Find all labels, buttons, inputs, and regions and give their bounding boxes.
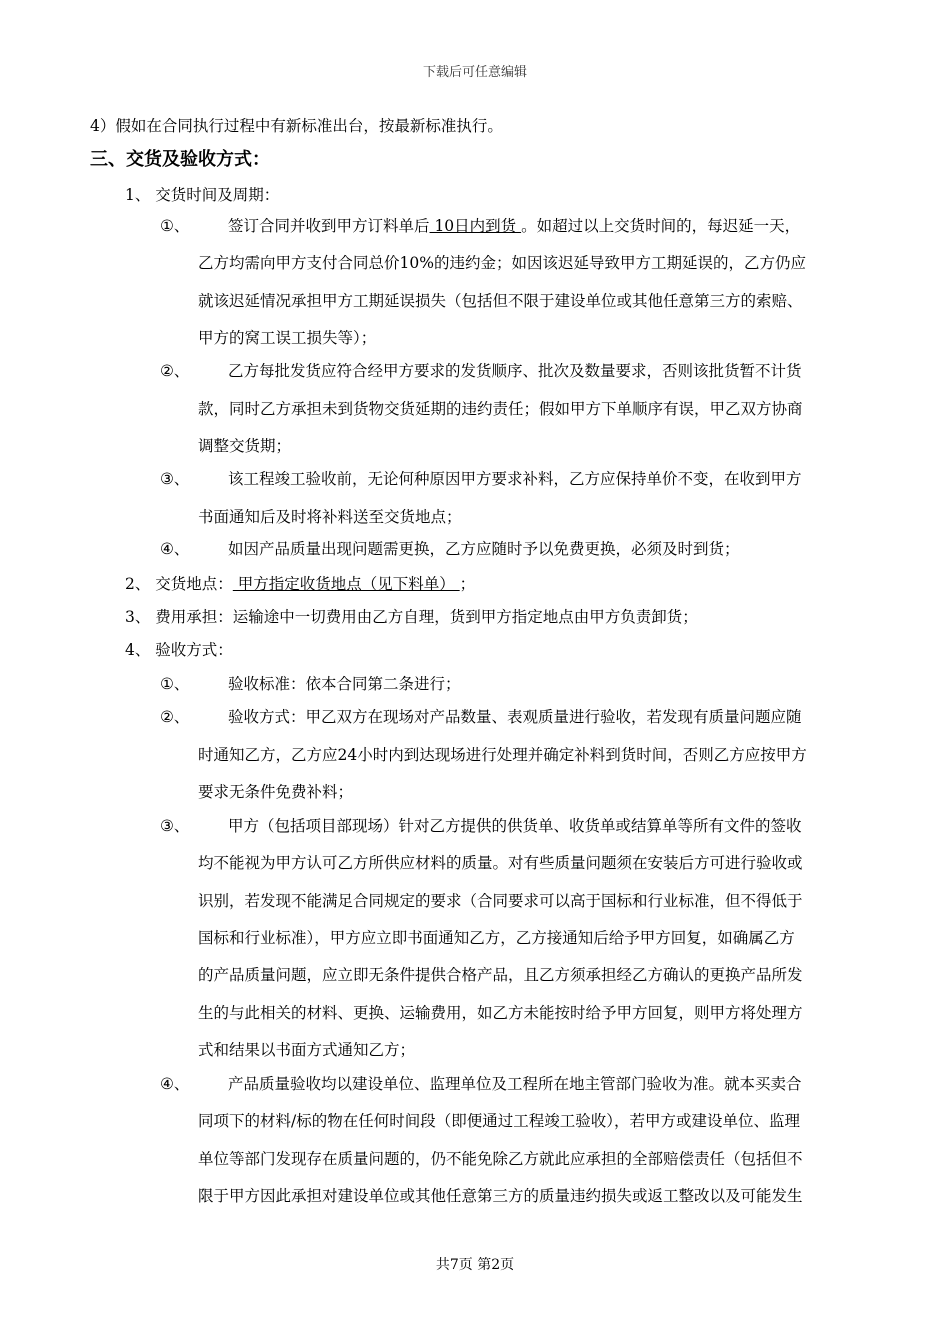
item-4-2 (160, 706, 802, 728)
item-4-3 (160, 815, 802, 837)
delivery-location: 甲方指定收货地点（见下料单） (232, 575, 460, 593)
item-1-1-line4: 甲方的窝工误工损失等）； (198, 329, 377, 347)
item-1-1-line2: 乙方均需向甲方支付合同总价10%的违约金；如因该迟延导致甲方工期延误的，乙方仍应 (198, 254, 806, 272)
page-footer: 共7页 第2页 (435, 1257, 515, 1273)
item-4-2-line2: 时通知乙方，乙方应24小时内到达现场进行处理并确定补料到货时间，否则乙方应按甲方 (198, 746, 807, 764)
item-marker: ③、 (160, 470, 190, 488)
item-1-2 (160, 360, 802, 382)
item-marker: ②、 (160, 362, 190, 380)
item-text: 签订合同并收到甲方订料单后 (228, 217, 430, 235)
item-4-3-line6: 生的与此相关的材料、更换、运输费用，如乙方未能按时给予甲方回复，则甲方将处理方 (198, 1004, 803, 1022)
clause-2-4: 4）假如在合同执行过程中有新标准出台，按最新标准执行。 (90, 117, 503, 135)
item-marker: ②、 (160, 708, 190, 726)
sub-3: 3、 费用承担：运输途中一切费用由乙方自理，货到甲方指定地点由甲方负责卸货； (125, 608, 698, 626)
item-text: 如因产品质量出现问题需更换，乙方应随时予以免费更换，必须及时到货； (228, 540, 740, 558)
item-text: 乙方每批发货应符合经甲方要求的发货顺序、批次及数量要求，否则该批货暂不计货 (228, 362, 802, 380)
item-text: 。如超过以上交货时间的，每迟延一天， (521, 217, 801, 235)
item-4-4-line2: 同项下的材料/标的物在任何时间段（即便通过工程竣工验收），若甲方或建设单位、监理 (198, 1112, 800, 1130)
item-4-4-line3: 单位等部门发现存在质量问题的，仍不能免除乙方就此应承担的全部赔偿责任（包括但不 (198, 1150, 803, 1168)
item-1-1-line3: 就该迟延情况承担甲方工期延误损失（包括但不限于建设单位或其他任意第三方的索赔、 (198, 292, 803, 310)
item-4-3-line4: 国标和行业标准），甲方应立即书面通知乙方，乙方接通知后给予甲方回复，如确属乙方 (198, 929, 795, 947)
item-1-4 (160, 538, 740, 560)
item-text: 产品质量验收均以建设单位、监理单位及工程所在地主管部门验收为准。就本买卖合 (228, 1075, 802, 1093)
item-4-4 (160, 1073, 802, 1095)
item-1-3 (160, 468, 802, 490)
item-marker: ③、 (160, 817, 190, 835)
item-text: 验收标准：依本合同第二条进行； (228, 675, 461, 693)
item-marker: ①、 (160, 217, 190, 235)
sub-1-title: 1、 交货时间及周期： (125, 186, 280, 204)
item-1-2-line2: 款，同时乙方承担未到货物交货延期的违约责任；假如甲方下单顺序有误，甲乙双方协商 (198, 400, 803, 418)
item-1-1 (160, 215, 800, 237)
item-4-3-line2: 均不能视为甲方认可乙方所供应材料的质量。对有些质量问题须在安装后方可进行验收或 (198, 854, 803, 872)
sub-2-end: ； (459, 575, 476, 593)
sub-2-label: 2、 交货地点： (125, 575, 233, 593)
item-4-3-line7: 式和结果以书面方式通知乙方； (198, 1041, 416, 1059)
item-1-3-line2: 书面通知后及时将补料送至交货地点； (198, 508, 462, 526)
section-3-heading: 三、交货及验收方式： (90, 149, 270, 170)
item-4-2-line3: 要求无条件免费补料； (198, 783, 354, 801)
sub-2 (125, 573, 475, 595)
item-text: 验收方式：甲乙双方在现场对产品数量、表观质量进行验收，若发现有质量问题应随 (228, 708, 802, 726)
item-marker: ④、 (160, 1075, 190, 1093)
page-header: 下载后可任意编辑 (422, 65, 527, 80)
item-marker: ④、 (160, 540, 190, 558)
delivery-period: 10日内到货 (429, 217, 522, 235)
item-1-2-line3: 调整交货期； (198, 437, 292, 455)
sub-4-title: 4、 验收方式： (125, 641, 233, 659)
item-4-4-line4: 限于甲方因此承担对建设单位或其他任意第三方的质量违约损失或返工整改以及可能发生 (198, 1187, 803, 1205)
item-4-3-line3: 识别，若发现不能满足合同规定的要求（合同要求可以高于国标和行业标准，但不得低于 (198, 892, 803, 910)
item-marker: ①、 (160, 675, 190, 693)
item-4-3-line5: 的产品质量问题，应立即无条件提供合格产品，且乙方须承担经乙方确认的更换产品所发 (198, 966, 803, 984)
item-text: 该工程竣工验收前，无论何种原因甲方要求补料，乙方应保持单价不变，在收到甲方 (228, 470, 802, 488)
item-4-1 (160, 673, 461, 695)
item-text: 甲方（包括项目部现场）针对乙方提供的供货单、收货单或结算单等所有文件的签收 (228, 817, 802, 835)
